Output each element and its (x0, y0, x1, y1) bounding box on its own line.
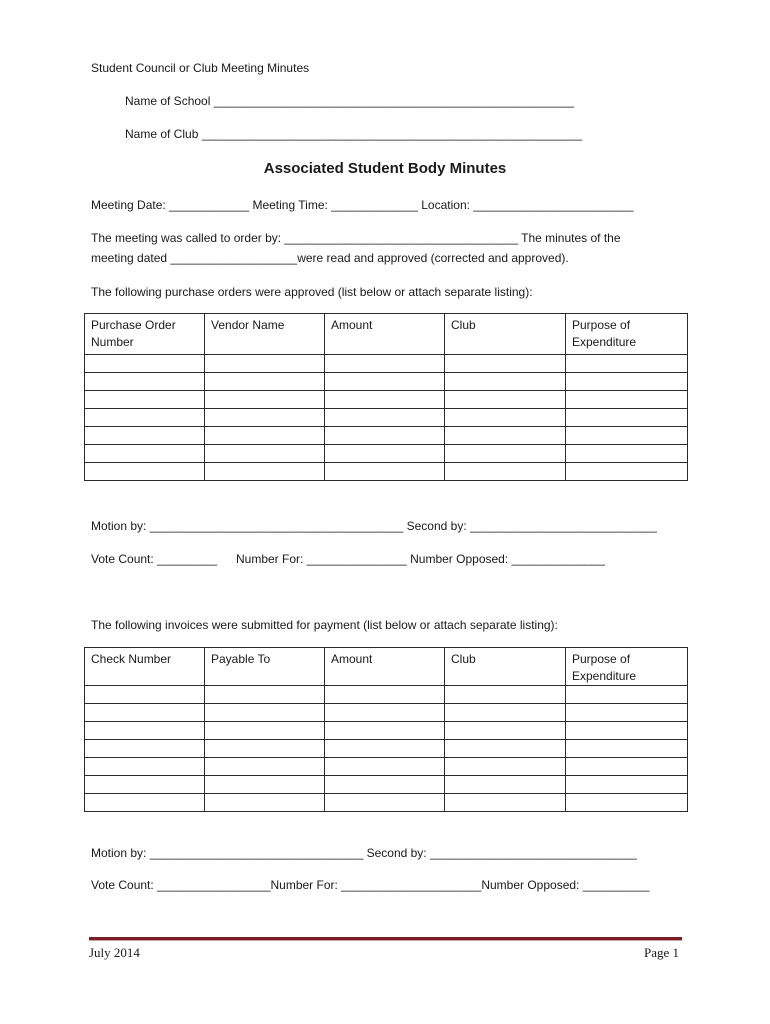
document-label: Student Council or Club Meeting Minutes (91, 61, 310, 75)
table-cell (566, 704, 688, 722)
minutes-approved-line: meeting dated ___________________were read and approved (corrected and approved). (91, 251, 569, 265)
table-row (85, 794, 688, 812)
invoice-motion-line: Motion by: ________________________________ Second by: _______________________________ (91, 846, 637, 860)
table-cell (445, 427, 566, 445)
column-header: Club (445, 648, 566, 686)
table-cell (205, 776, 325, 794)
table-cell (445, 686, 566, 704)
table-cell (205, 686, 325, 704)
table-cell (325, 722, 445, 740)
table-row (85, 445, 688, 463)
column-header: Purpose of Expenditure (566, 314, 688, 355)
table-cell (445, 722, 566, 740)
table-cell (85, 391, 205, 409)
column-header: Amount (325, 648, 445, 686)
table-row (85, 463, 688, 481)
table-cell (325, 445, 445, 463)
table-row (85, 722, 688, 740)
table-cell (205, 355, 325, 373)
table-row (85, 686, 688, 704)
table-cell (566, 463, 688, 481)
table-cell (445, 445, 566, 463)
table-cell (325, 427, 445, 445)
page-title: Associated Student Body Minutes (263, 160, 507, 177)
column-header: Club (445, 314, 566, 355)
table-cell (445, 776, 566, 794)
table-cell (566, 427, 688, 445)
table-cell (325, 355, 445, 373)
table-cell (445, 373, 566, 391)
table-cell (445, 355, 566, 373)
table-cell (85, 740, 205, 758)
purchase-vote-tally: Number For: _______________ Number Opposed: ______________ (236, 552, 605, 566)
table-row (85, 704, 688, 722)
table-cell (85, 794, 205, 812)
table-cell (566, 758, 688, 776)
table-row (85, 427, 688, 445)
table-row (85, 740, 688, 758)
table-cell (566, 373, 688, 391)
table-cell (205, 758, 325, 776)
table-cell (205, 740, 325, 758)
table-cell (325, 758, 445, 776)
table-cell (205, 704, 325, 722)
table-cell (566, 794, 688, 812)
table-cell (445, 463, 566, 481)
table-cell (325, 409, 445, 427)
table-cell (325, 391, 445, 409)
table-cell (85, 704, 205, 722)
table-row (85, 758, 688, 776)
table-cell (205, 463, 325, 481)
table-row (85, 373, 688, 391)
table-cell (85, 373, 205, 391)
invoices-intro: The following invoices were submitted for payment (list below or attach separate listing): (91, 618, 558, 632)
footer-divider (89, 937, 682, 941)
table-cell (445, 740, 566, 758)
table-cell (325, 794, 445, 812)
column-header: Purchase Order Number (85, 314, 205, 355)
meeting-details-line: Meeting Date: ____________ Meeting Time: _____________ Location: ________________________ (91, 198, 634, 212)
table-row (85, 391, 688, 409)
column-header: Check Number (85, 648, 205, 686)
table-row (85, 355, 688, 373)
table-cell (445, 409, 566, 427)
footer-date: July 2014 (89, 945, 140, 960)
table-row (85, 409, 688, 427)
table-cell (205, 373, 325, 391)
called-to-order-line: The meeting was called to order by: ___________________________________ The minutes of the (91, 231, 621, 245)
table-cell (85, 445, 205, 463)
table-cell (325, 463, 445, 481)
column-header: Amount (325, 314, 445, 355)
table-cell (445, 704, 566, 722)
table-cell (325, 704, 445, 722)
table-cell (85, 463, 205, 481)
table-cell (85, 355, 205, 373)
purchase-vote-count: Vote Count: _________ (91, 552, 218, 566)
table-cell (445, 794, 566, 812)
table-cell (445, 391, 566, 409)
table-cell (85, 758, 205, 776)
table-cell (85, 409, 205, 427)
table-cell (566, 355, 688, 373)
table-header-row (85, 314, 688, 355)
table-cell (205, 427, 325, 445)
table-cell (325, 686, 445, 704)
purchase-orders-table (84, 313, 688, 481)
table-cell (566, 409, 688, 427)
invoice-vote-line: Vote Count: _________________Number For: _____________________Number Opposed: __________ (91, 878, 650, 892)
table-cell (205, 722, 325, 740)
purchase-orders-intro: The following purchase orders were approved (list below or attach separate listing): (91, 285, 533, 299)
table-cell (566, 776, 688, 794)
column-header: Purpose of Expenditure (566, 648, 688, 686)
invoices-table (84, 647, 688, 812)
table-cell (566, 391, 688, 409)
purchase-motion-line: Motion by: ______________________________________ Second by: ____________________________ (91, 519, 657, 533)
table-row (85, 776, 688, 794)
table-cell (325, 373, 445, 391)
club-name-line: Name of Club _________________________________________________________ (125, 127, 583, 141)
table-cell (85, 722, 205, 740)
table-cell (566, 686, 688, 704)
table-cell (566, 445, 688, 463)
table-cell (325, 740, 445, 758)
footer-page-number: Page 1 (643, 945, 679, 960)
table-cell (566, 722, 688, 740)
table-cell (205, 391, 325, 409)
table-cell (205, 445, 325, 463)
table-cell (85, 776, 205, 794)
table-cell (85, 427, 205, 445)
table-cell (205, 409, 325, 427)
table-cell (566, 740, 688, 758)
school-name-line: Name of School ______________________________________________________ (125, 94, 575, 108)
table-cell (85, 686, 205, 704)
column-header: Payable To (205, 648, 325, 686)
table-header-row (85, 648, 688, 686)
table-cell (445, 758, 566, 776)
table-cell (325, 776, 445, 794)
table-cell (205, 794, 325, 812)
column-header: Vendor Name (205, 314, 325, 355)
